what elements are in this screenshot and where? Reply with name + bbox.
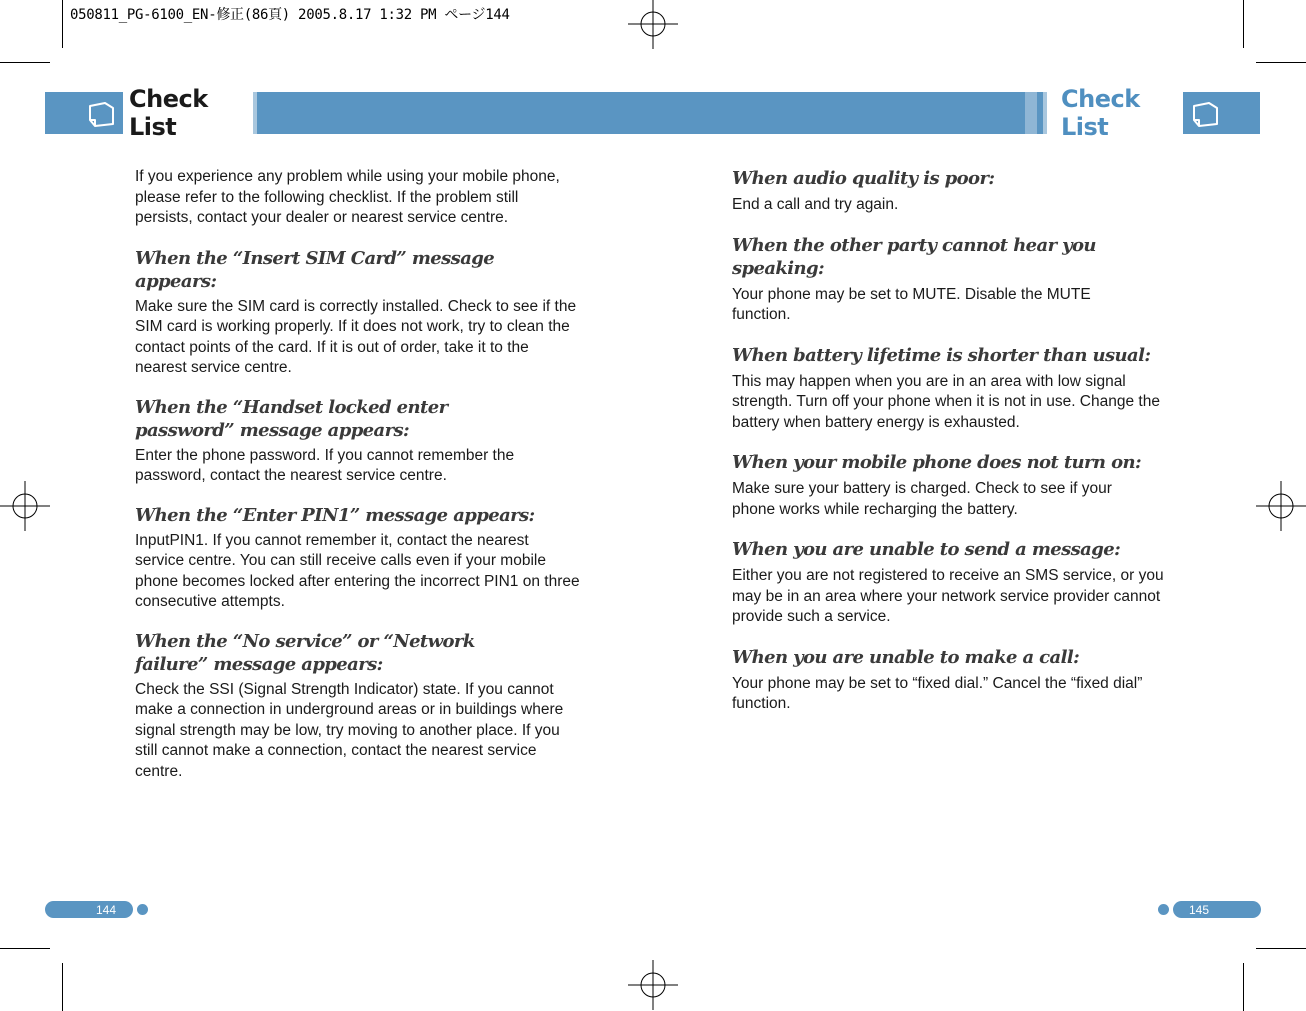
registration-mark-icon bbox=[1256, 481, 1306, 531]
checklist-answer: This may happen when you are in an area with low signal strength. Turn off your phone when it is not in use. Change the battery when battery energy is exhausted. bbox=[732, 372, 1160, 431]
crop-mark bbox=[0, 62, 50, 63]
page-number-right-text: 145 bbox=[1189, 902, 1210, 917]
crop-mark bbox=[1243, 963, 1244, 1011]
checklist-question: When the “No service” or “Network failure” message appears: bbox=[135, 630, 475, 675]
checklist-answer: Your phone may be set to “fixed dial.” Cancel the “fixed dial” function. bbox=[732, 674, 1143, 712]
left-column bbox=[135, 167, 580, 799]
registration-mark-icon bbox=[628, 0, 678, 49]
checklist-question: When you are unable to send a message: bbox=[732, 539, 1121, 560]
checklist-answer: Check the SSI (Signal Strength Indicator) state. If you cannot make a connection in underground areas or in buildings where signal strength may be low, try moving to another place. If you still cannot make a connection, contact the nearest service centre. bbox=[135, 680, 564, 780]
checklist-answer: Enter the phone password. If you cannot remember the password, contact the nearest service centre. bbox=[135, 446, 515, 484]
checklist-question: When the “Enter PIN1” message appears: bbox=[135, 504, 535, 526]
crop-mark bbox=[1243, 0, 1244, 48]
page-dot-right bbox=[1158, 904, 1169, 915]
left-title-box bbox=[123, 85, 257, 141]
checklist-question: When the “Handset locked enter password” message appears: bbox=[135, 396, 448, 441]
checklist-answer: Your phone may be set to MUTE. Disable the MUTE function. bbox=[732, 285, 1091, 323]
page-title-left: Check List bbox=[129, 85, 208, 141]
bar-strip bbox=[1025, 92, 1037, 134]
document-icon bbox=[87, 100, 117, 128]
right-title-box bbox=[1043, 85, 1183, 141]
page-number-left-text: 144 bbox=[96, 902, 117, 917]
crop-mark bbox=[1256, 948, 1306, 949]
print-header: 050811_PG-6100_EN-修正(86頁) 2005.8.17 1:32 PM ページ144 bbox=[70, 7, 510, 23]
checklist-question: When your mobile phone does not turn on: bbox=[732, 452, 1142, 473]
page-title-right: Check List bbox=[1061, 85, 1140, 141]
registration-mark-icon bbox=[628, 960, 678, 1010]
checklist-answer: InputPIN1. If you cannot remember it, contact the nearest service centre. You can still receive calls even if your mobile phone becomes locked after entering the incorrect PIN1 on three consecutive attempts. bbox=[135, 531, 580, 610]
document-icon bbox=[1191, 100, 1221, 128]
checklist-question: When the other party cannot hear you speaking: bbox=[732, 234, 1096, 279]
crop-mark bbox=[0, 948, 50, 949]
page-number-right bbox=[1173, 901, 1261, 918]
page-dot-left bbox=[137, 904, 148, 915]
header-bar bbox=[45, 85, 1260, 141]
checklist-answer: End a call and try again. bbox=[732, 196, 899, 213]
page-number-left bbox=[45, 901, 133, 918]
checklist-answer: Make sure your battery is charged. Check to see if your phone works while recharging the battery. bbox=[732, 480, 1112, 518]
crop-mark bbox=[62, 0, 63, 48]
registration-mark-icon bbox=[0, 481, 50, 531]
checklist-question: When you are unable to make a call: bbox=[732, 646, 1080, 668]
checklist-question: When the “Insert SIM Card” message appears: bbox=[135, 247, 495, 292]
crop-mark bbox=[1256, 62, 1306, 63]
checklist-answer: Either you are not registered to receive an SMS service, or you may be in an area where your network service provider cannot provide such a service. bbox=[732, 567, 1164, 625]
checklist-question: When audio quality is poor: bbox=[732, 168, 995, 189]
checklist-question: When battery lifetime is shorter than usual: bbox=[732, 344, 1151, 366]
checklist-answer: Make sure the SIM card is correctly installed. Check to see if the SIM card is working properly. If it does not work, try to clean the contact points of the card. If it is out of order, take it to the nearest service centre. bbox=[135, 297, 577, 376]
right-column bbox=[732, 167, 1177, 733]
intro-text: If you experience any problem while using your mobile phone, please refer to the following checklist. If the problem still persists, contact your dealer or nearest service centre. bbox=[135, 168, 560, 226]
crop-mark bbox=[62, 963, 63, 1011]
